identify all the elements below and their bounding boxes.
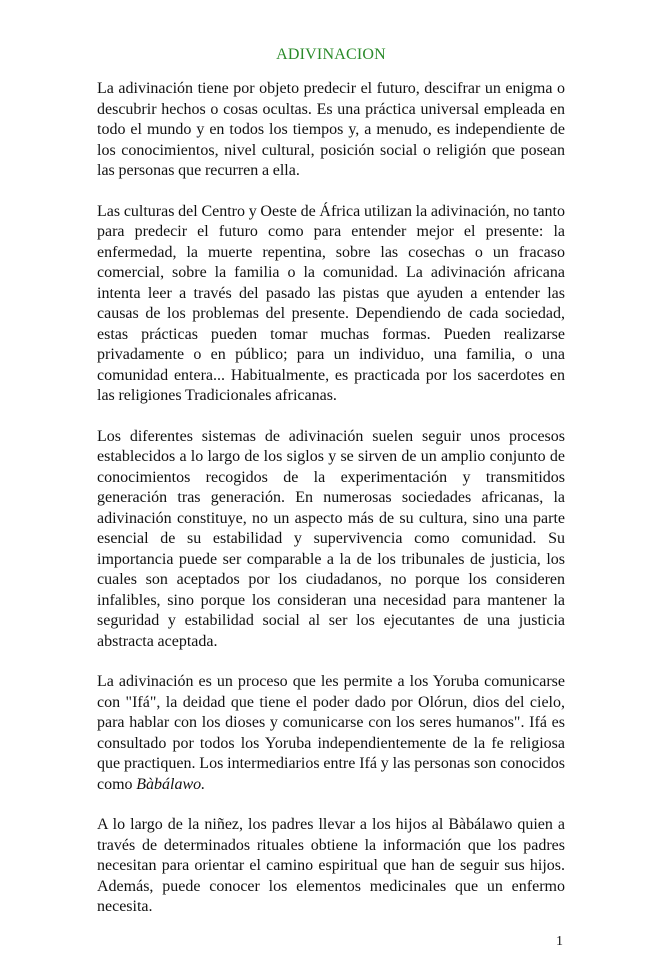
document-body (97, 79, 565, 918)
paragraph-yoruba-ifa (97, 672, 565, 795)
paragraph-childhood (97, 815, 565, 918)
paragraph-text: Las culturas del Centro y Oeste de África utilizan la adivinación, no tanto para predecir el futuro como para entender mejor el presente: la enfermedad, la muerte repentina, sobre las cosechas o un fracaso comercial, sobre la familia o la comunidad. La adivinación africana intenta leer a través del pasado las pistas que ayuden a entender las causas de los problemas del presente. Dependiendo de cada sociedad, estas prácticas pueden tomar muchas formas. Pueden realizarse privadamente o en público; para un individuo, una familia, o una comunidad entera... Habitualmente, es practicada por los sacerdotes en las religiones Tradicionales africanas. (97, 202, 565, 404)
paragraph-text: Los diferentes sistemas de adivinación suelen seguir unos procesos establecidos a lo largo de los siglos y se sirven de un amplio conjunto de conocimientos recogidos de la experimentación y transmitidos generación tras generación. En numerosas sociedades africanas, la adivinación constituye, no un aspecto más de su cultura, sino una parte esencial de su estabilidad y supervivencia como comunidad. Su importancia puede ser comparable a la de los tribunales de justicia, los cuales son aceptados por los ciudadanos, no porque los consideren infalibles, sino porque los consideran una necesidad para mantener la seguridad y estabilidad social al ser los ejecutantes de una justicia abstracta aceptada. (97, 427, 565, 650)
document-title: ADIVINACION (276, 46, 386, 63)
paragraph-africa-cultures (97, 202, 565, 407)
babalawo-italic-term: Bàbálawo. (136, 775, 206, 793)
paragraph-intro (97, 79, 565, 182)
page-number: 1 (556, 933, 563, 949)
paragraph-text: La adivinación tiene por objeto predecir el futuro, descifrar un enigma o descubrir hechos o cosas ocultas. Es una práctica universal empleada en todo el mundo y en todos los tiempos y, a menudo, es independiente de los conocimientos, nivel cultural, posición social o religión que posean las personas que recurren a ella. (97, 80, 565, 179)
paragraph-text: La adivinación es un proceso que les permite a los Yoruba comunicarse con "Ifá", la deidad que tiene el poder dado por Olórun, dios del cielo, para hablar con los dioses y comunicarse con los seres humanos". Ifá es consultado por todos los Yoruba independientemente de la fe religiosa que practiquen. Los intermediarios entre Ifá y las personas son conocidos como (97, 673, 565, 793)
paragraph-text: A lo largo de la niñez, los padres llevar a los hijos al Bàbálawo quien a través de determinados rituales obtiene la información que los padres necesitan para orientar el camino espiritual que han de seguir sus hijos. Además, puede conocer los elementos medicinales que un enfermo necesita. (97, 816, 565, 915)
paragraph-divination-systems (97, 427, 565, 653)
